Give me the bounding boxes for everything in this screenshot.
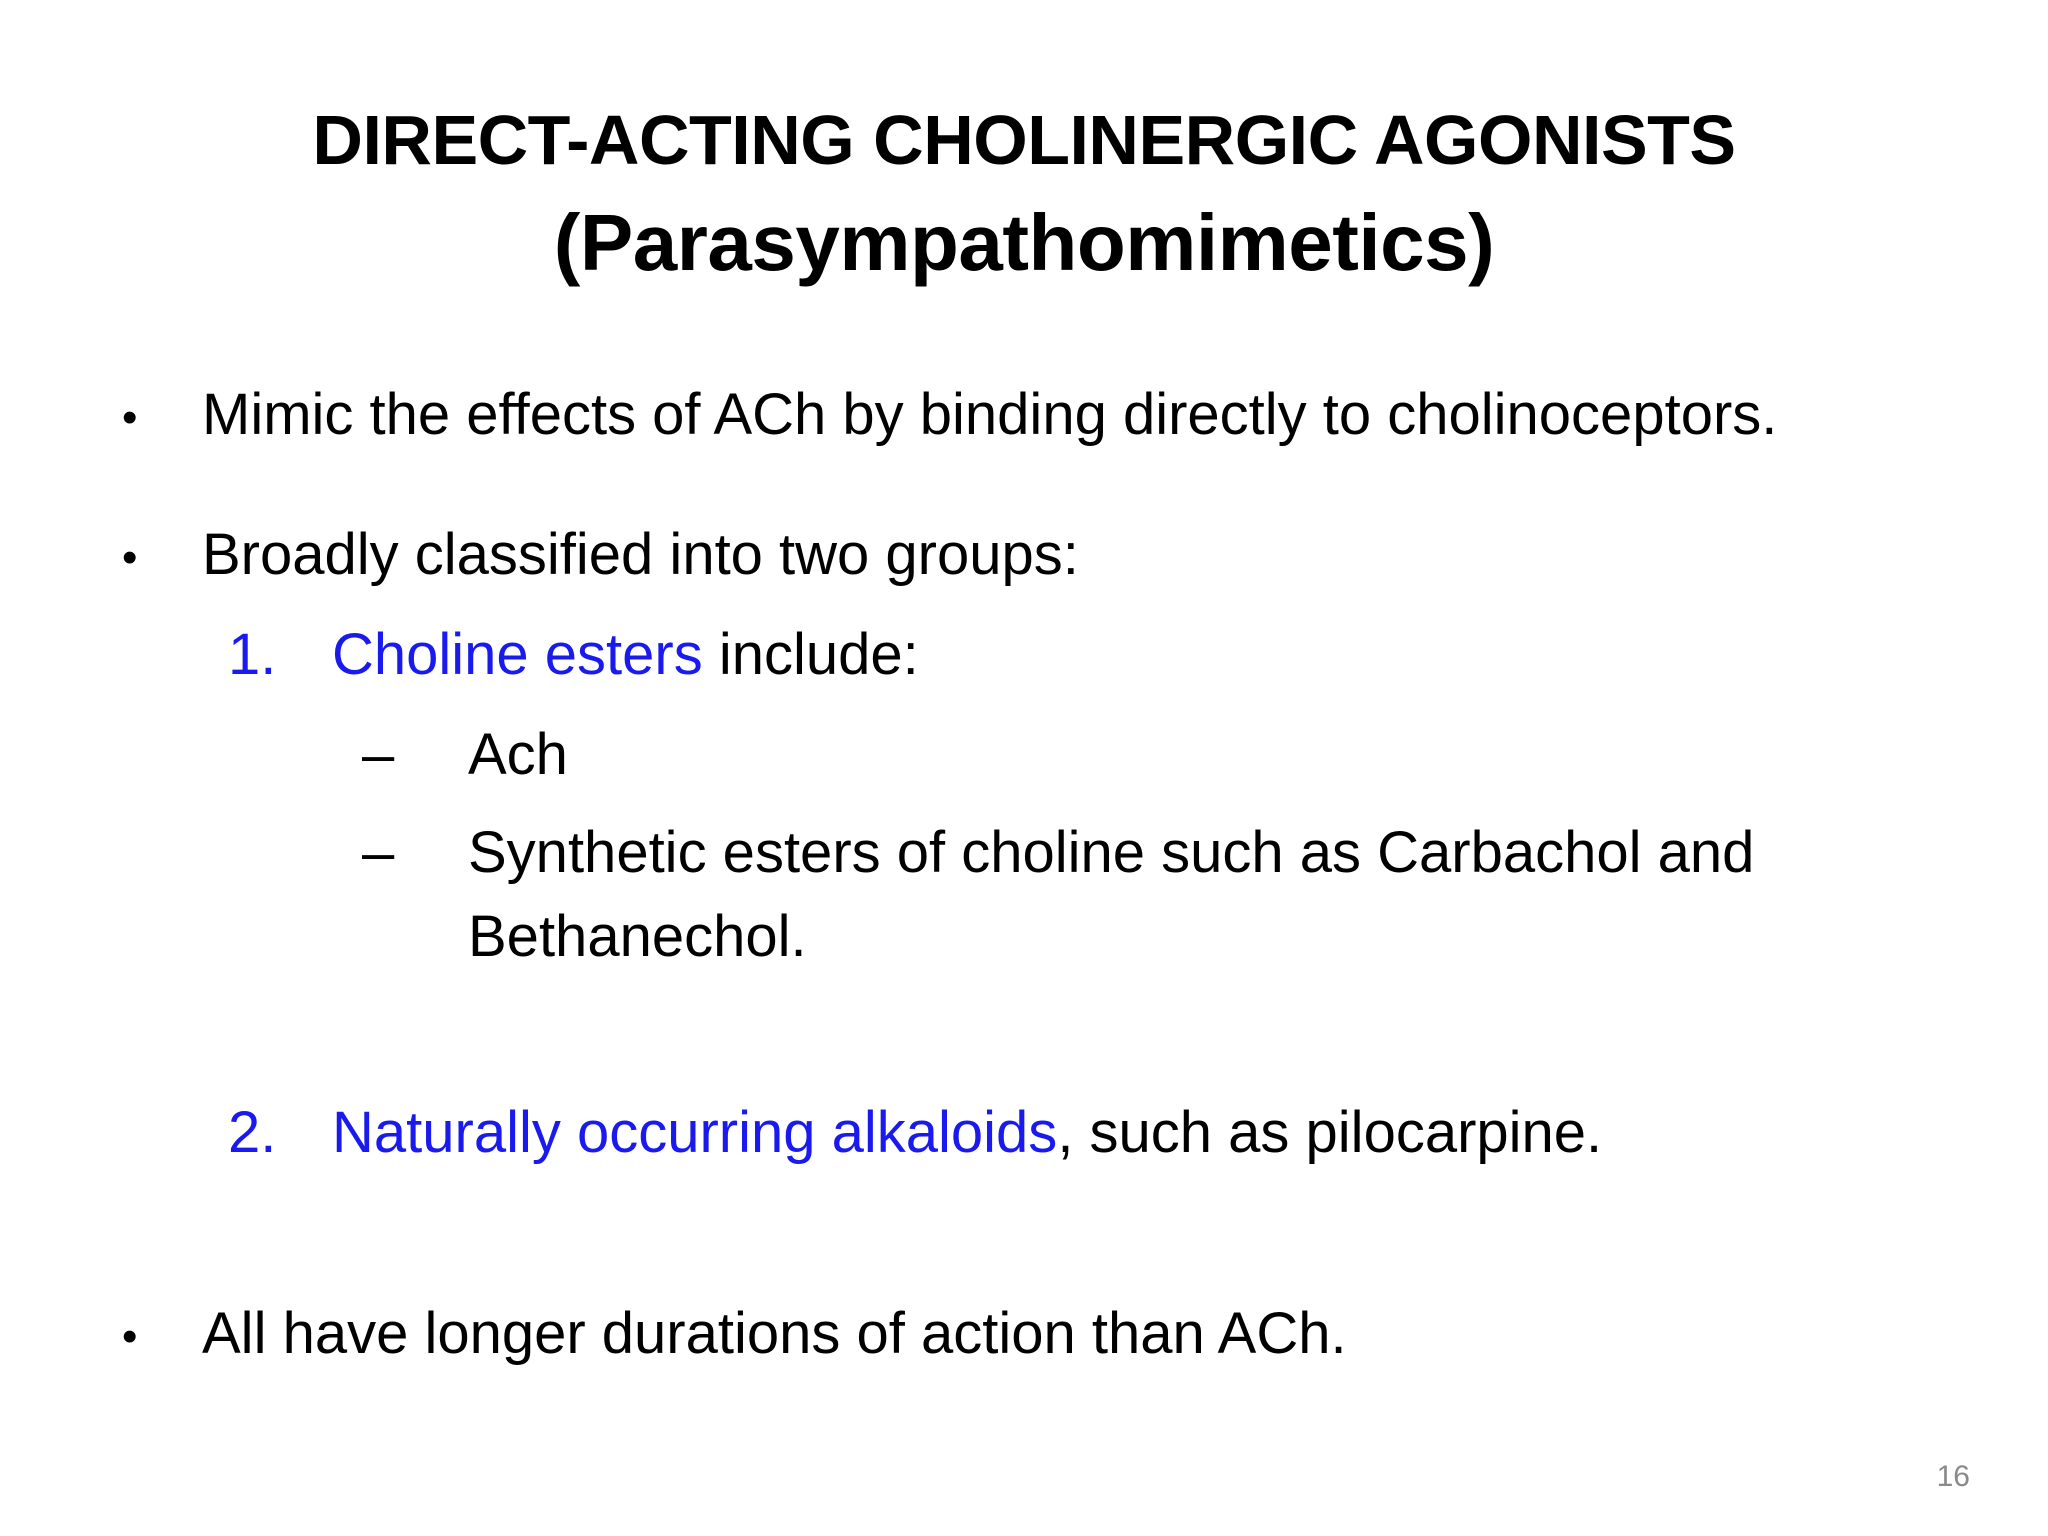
subitem-text: Synthetic esters of choline such as Carbachol and: [468, 820, 1755, 885]
bullet-text: Broadly classified into two groups:: [202, 522, 1079, 587]
bullet-text: All have longer durations of action than ACh.: [202, 1301, 1347, 1366]
list-item-highlight: Choline esters: [332, 622, 703, 687]
title-subtitle: (Parasympathomimetics): [553, 198, 1495, 287]
subitem-text: Ach: [468, 722, 568, 787]
list-item-rest: include:: [702, 622, 919, 687]
slide-title: [0, 92, 2048, 298]
list-item: [332, 615, 919, 695]
bullet-marker: •: [122, 1312, 138, 1361]
bullet-text: Mimic the effects of ACh by binding directly to cholinoceptors.: [202, 382, 1778, 447]
list-number: 1.: [228, 622, 277, 687]
bullet-marker: •: [122, 533, 138, 582]
list-number: 2.: [228, 1100, 277, 1165]
page-number: 16: [1936, 1460, 1970, 1493]
list-item: [332, 1093, 1602, 1173]
subitem-text-continued: Bethanechol.: [468, 904, 807, 969]
subitem-dash: –: [362, 722, 395, 787]
bullet-marker: •: [122, 393, 138, 442]
list-item-rest: , such as pilocarpine.: [1057, 1100, 1603, 1165]
list-item-highlight: Naturally occurring alkaloids: [332, 1100, 1058, 1165]
subitem-dash: –: [362, 820, 395, 885]
title-main: DIRECT-ACTING CHOLINERGIC AGONISTS: [312, 101, 1736, 179]
